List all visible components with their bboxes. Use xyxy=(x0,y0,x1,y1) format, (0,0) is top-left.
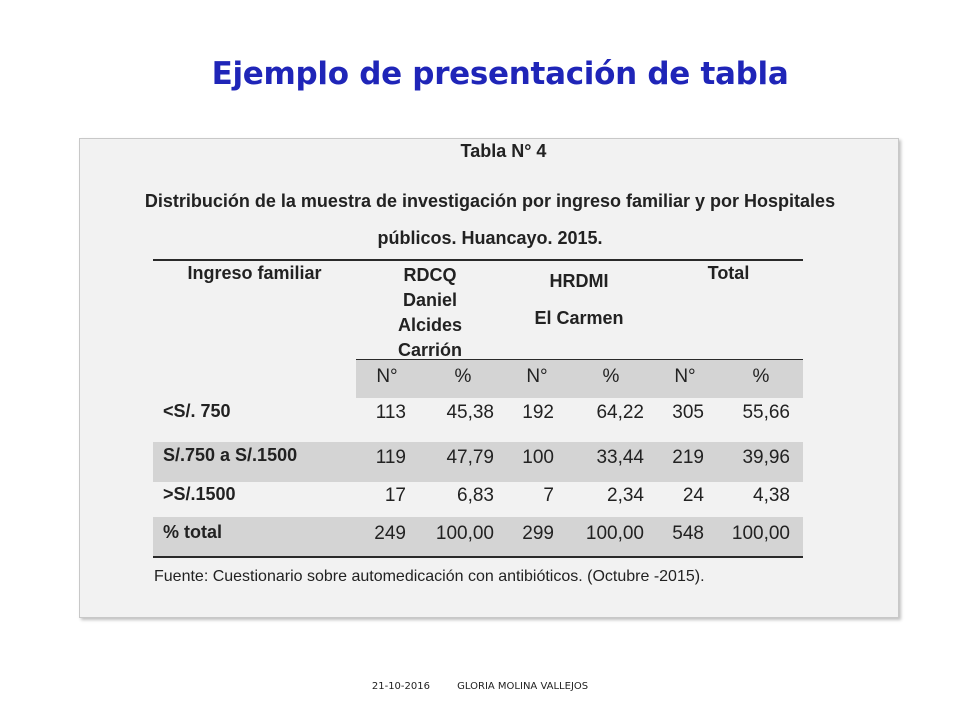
subheader-n: N° xyxy=(674,366,696,387)
table-cell: 6,83 xyxy=(457,485,494,506)
table-number: Tabla N° 4 xyxy=(460,141,547,161)
table-cell: 39,96 xyxy=(742,447,790,468)
table-cell: 119 xyxy=(375,447,406,468)
table-cell: 305 xyxy=(672,402,704,423)
row-label: S/.750 a S/.1500 xyxy=(163,445,298,465)
table-figure xyxy=(79,138,899,618)
group-header-rdcq: RDCQ Daniel Alcides Carrión xyxy=(397,265,463,360)
table-cell: 17 xyxy=(384,485,406,506)
subheader-pct: % xyxy=(752,366,770,387)
table-cell: 7 xyxy=(543,485,554,506)
footer-date: 21-10-2016 xyxy=(371,681,430,692)
slide-footer xyxy=(0,681,960,692)
table-top-rule xyxy=(153,259,803,261)
row-label: >S/.1500 xyxy=(163,484,236,504)
table-cell: 45,38 xyxy=(446,402,494,423)
table-caption-line-1: Distribución de la muestra de investigación por ingreso familiar y por Hospitales xyxy=(144,191,836,211)
group-header-hrdmi: HRDMI El Carmen xyxy=(534,271,624,328)
table-caption-line-2: públicos. Huancayo. 2015. xyxy=(377,228,603,248)
table-cell: 100,00 xyxy=(731,523,790,544)
table-cell: 47,79 xyxy=(446,447,494,468)
table-cell: 33,44 xyxy=(596,447,644,468)
row-label: % total xyxy=(163,522,223,542)
table-cell: 249 xyxy=(374,523,406,544)
slide-title: Ejemplo de presentación de tabla xyxy=(211,56,789,92)
footer-author: GLORIA MOLINA VALLEJOS xyxy=(457,681,589,692)
table-cell: 100 xyxy=(522,447,554,468)
subheader-n: N° xyxy=(526,366,548,387)
table-cell: 100,00 xyxy=(585,523,644,544)
table-cell: 100,00 xyxy=(435,523,494,544)
table-cell: 219 xyxy=(672,447,704,468)
table-cell: 55,66 xyxy=(742,402,790,423)
row-label: <S/. 750 xyxy=(163,401,231,421)
table-cell: 64,22 xyxy=(596,402,644,423)
table-cell: 192 xyxy=(522,402,554,423)
table-cell: 2,34 xyxy=(607,485,644,506)
table-caption xyxy=(80,183,900,257)
group-header-total: Total xyxy=(707,263,750,283)
table-cell: 548 xyxy=(672,523,704,544)
row-header: Ingreso familiar xyxy=(187,263,322,283)
table-cell: 24 xyxy=(682,485,704,506)
subheader-n: N° xyxy=(376,366,398,387)
table-bottom-rule xyxy=(153,556,803,558)
subheader-pct: % xyxy=(454,366,472,387)
table-cell: 4,38 xyxy=(753,485,790,506)
table-cell: 113 xyxy=(375,402,406,423)
table-cell: 299 xyxy=(522,523,554,544)
table-source: Fuente: Cuestionario sobre automedicación con antibióticos. (Octubre -2015). xyxy=(154,568,705,585)
subheader-pct: % xyxy=(602,366,620,387)
